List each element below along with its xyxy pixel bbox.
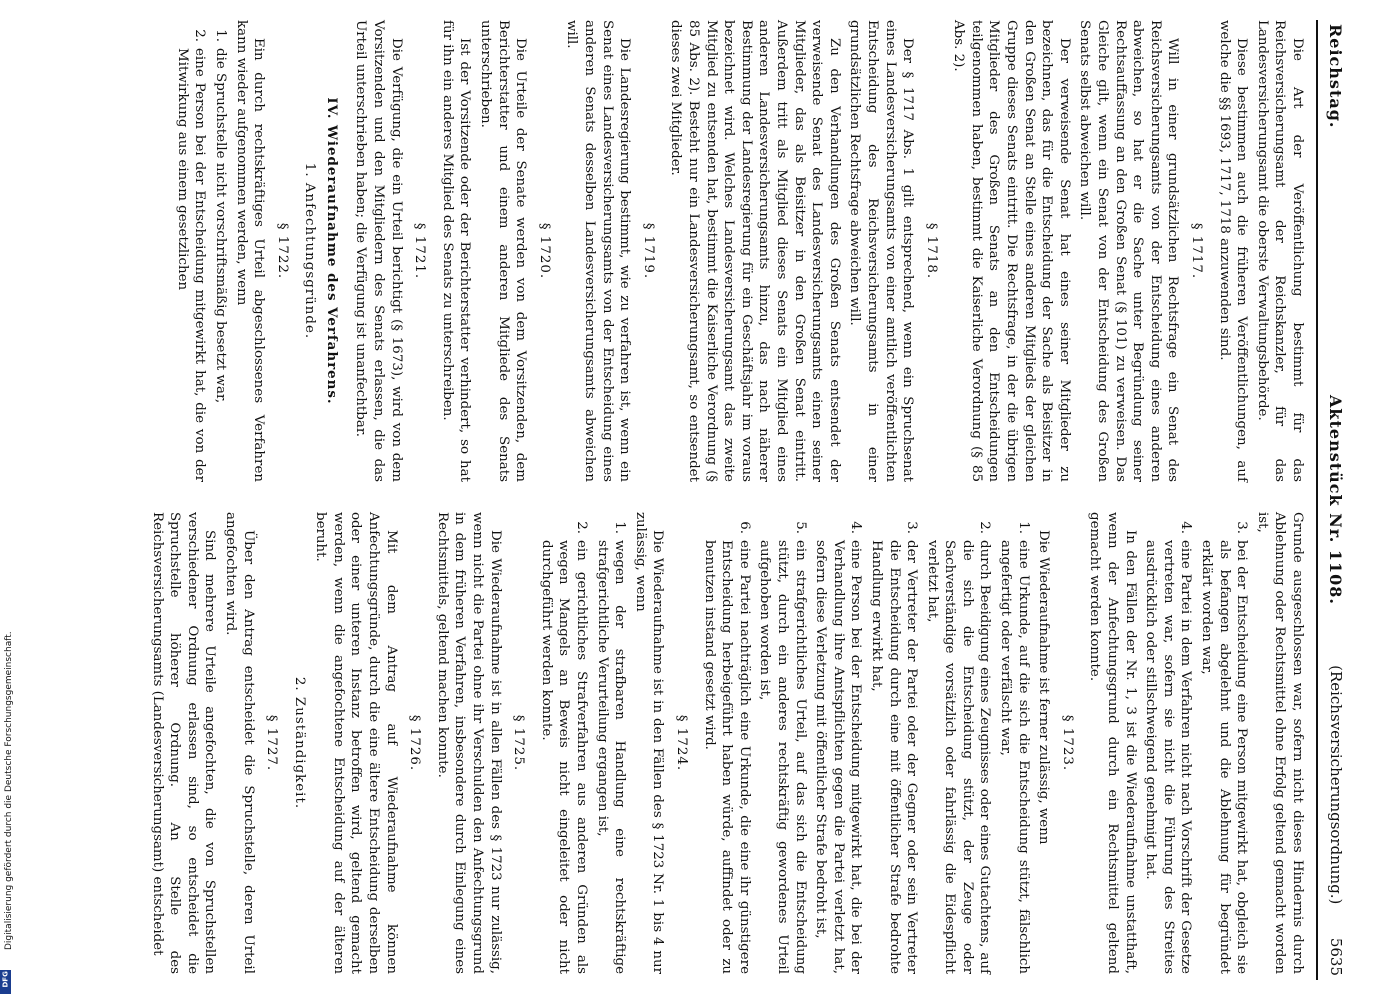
paragraph: Die Wiederaufnahme ist ferner zulässig, wenn	[1036, 530, 1052, 845]
subpart-heading: 2. Zuständigkeit.	[291, 676, 307, 810]
list-number: 2.	[574, 521, 590, 534]
list-item	[812, 512, 865, 974]
right-column	[145, 512, 1306, 974]
paragraph: Zu den Verhandlungen des Großen Senats entsendet der verweisende Senat des Landesversicherungsamts einen seiner Mitglieder, das als Beisitzer in den Großen Senat eintritt. Außerdem tritt als Mitglied dieses Senats ein Mitglied eines anderen Landesversicherungsamts hinzu, das nach näherer Bestimmung der Landesregierung für ein Geschäftsjahr im voraus bezeichnet wird. Welches Landesversicherungsamt das zweite Mitglied zu entsenden hat, bestimmt die Kaiserliche Verordnung (§ 85 Abs. 2). Besteht nur ein Landesversicherungsamt, so entsendet dieses zwei Mitglieder.	[668, 20, 842, 482]
section-heading: § 1727.	[264, 714, 280, 772]
list-number: 6.	[736, 521, 752, 534]
list-item	[997, 512, 1032, 974]
paragraph: Ein durch rechtskräftiges Urteil abgeschlossenes Verfahren kann wieder aufgenommen werden, wenn	[233, 20, 267, 482]
paragraph: Diese bestimmen auch die früheren Veröffentlichungen, auf welche die §§ 1693, 1717, 1718 anzuwenden sind.	[1216, 20, 1250, 482]
list-number: 2.	[977, 521, 993, 534]
list-item	[1197, 512, 1250, 974]
list-item	[537, 512, 590, 974]
digitization-credit: Digitalisierung gefördert durch die Deutsche Forschungsgemeinschaft.	[4, 631, 14, 950]
list-text: die Spruchstelle nicht vorschriftsmäßig besetzt war,	[212, 48, 228, 404]
paragraph: Über den Antrag entscheidet die Spruchstelle, deren Urteil angefochten wird.	[222, 512, 256, 974]
list-number: 4.	[1178, 521, 1194, 534]
paragraph: Die Art der Veröffentlichung bestimmt für das Reichsversicherungsamt der Reichskanzler, für das Landesversicherungsamt die oberste Verwaltungsbehörde.	[1254, 20, 1305, 482]
list-text: der Vertreter der Partei oder der Gegner oder sein Vertreter die Entscheidung durch eine mit öffentlicher Strafe bedrohte Handlung erwirkt hat,	[868, 540, 920, 974]
paragraph: Sind mehrere Urteile angefochten, die von Spruchstellen verschiedener Ordnung erlassen sind, so entscheidet die Spruchstelle höherer Ordnung. An Stelle des Reichsversicherungsamts (Landesversicherungsamt) entscheidet	[149, 512, 218, 974]
list-text: ein strafgerichtliches Urteil, auf das sich die Entscheidung stützt, durch ein anderes rechtskräftig gewordenes Urteil aufgehoben worden ist,	[757, 540, 808, 974]
header-title: Aktenstück Nr. 1108.	[1326, 395, 1345, 605]
section-heading: § 1717.	[1189, 222, 1205, 280]
section-heading: § 1726.	[407, 714, 423, 772]
list-item	[593, 512, 628, 974]
list-item	[173, 20, 208, 482]
paragraph: Ist der Vorsitzende oder der Berichterstatter verhindert, so hat für ihn ein anderes Mitglied des Senats zu unterschreiben.	[439, 20, 473, 482]
paragraph: Grunde ausgeschlossen war, sofern nicht dieses Hindernis durch Ablehnung oder Rechtsmittel ohne Erfolg geltend gemacht worden ist,	[1254, 512, 1305, 974]
subpart-heading: 1. Anfechtungsgründe.	[302, 162, 318, 340]
paragraph: Die Verfügung, die ein Urteil berichtigt (§ 1673), wird von dem Vorsitzenden und den Mitgliedern des Senats erlassen, die das Urteil unterschrieben haben; die Verfügung ist unanfechtbar.	[353, 20, 404, 482]
section-heading: § 1724.	[674, 714, 689, 772]
paragraph: Der § 1717 Abs. 1 gilt entsprechend, wenn ein Spruchsenat eines Landesversicherungsamts von einer amtlich veröffentlichten Entscheidung des Reichsversicherungsamts in einer grundsätzlichen Rechtsfrage abweichen will.	[847, 20, 916, 482]
part-heading: IV. Wiederaufnahme des Verfahrens.	[323, 97, 340, 405]
list-item	[756, 512, 809, 974]
list-number: 3.	[1234, 521, 1250, 534]
section-heading: § 1718.	[923, 222, 939, 280]
header-right	[1326, 665, 1344, 976]
section-heading: § 1723.	[1059, 714, 1075, 772]
paragraph: Die Wiederaufnahme ist in den Fällen des § 1723 Nr. 1 bis 4 nur zulässig, wenn	[632, 512, 666, 974]
dfg-logo	[0, 970, 11, 994]
list-item	[700, 512, 753, 974]
list-item	[1142, 512, 1195, 974]
list-text: eine Urkunde, auf die sich die Entscheidung stützt, fälschlich angefertigt oder verfälscht war,	[998, 540, 1031, 974]
header-left: Reichstag.	[1326, 24, 1345, 129]
list-text: ein gerichtliches Strafverfahren aus anderen Gründen als wegen Mangels an Beweis nicht eingeleitet oder nicht durchgeführt werden konnte.	[538, 540, 590, 974]
list-number: 2.	[192, 29, 208, 42]
list-text: eine Person bei der Entscheidung mitgewirkt hat, die von der Mitwirkung aus einem gesetzlichen	[174, 48, 208, 482]
list-text: eine Person bei der Entscheidung mitgewirkt hat, die bei der Verhandlung ihre Amtspflichten gegen die Partei verletzt hat, sofern diese Verletzung mit öffentlicher Strafe bedroht ist,	[813, 540, 864, 974]
list-item	[923, 512, 993, 974]
paragraph: In den Fällen der Nr. 1, 3 ist die Wiederaufnahme unstatthaft, wenn der Anfechtungsgrund durch ein Rechtsmittel geltend gemacht werden konnte.	[1087, 512, 1138, 974]
paragraph: Die Wiederaufnahme ist in allen Fällen des § 1723 nur zulässig, wenn nicht die Partei ohne ihr Verschulden den Anfechtungsgrund in dem früheren Verfahren, insbesondere durch Einlegung eines Rechtsmittels, geltend machen konnte.	[434, 512, 503, 974]
section-heading: § 1721.	[412, 222, 428, 280]
list-text: eine Partei nachträglich eine Urkunde, die eine ihr günstigere Entscheidung herbeigeführt haben würde, auffindet oder zu benutzen instand gesetzt wird.	[701, 540, 752, 974]
list-text: bei der Entscheidung eine Person mitgewirkt hat, obgleich sie als befangen abgelehnt und die Ablehnung für begründet erklärt worden war,	[1199, 540, 1250, 974]
list-text: durch Beeidigung eines Zeugnisses oder eines Gutachtens, auf die sich die Entscheidung stützt, der Zeuge oder Sachverständige vorsätzlich oder fahrlässig die Eidespflicht verletzt hat,	[924, 540, 993, 974]
section-heading: § 1725.	[511, 714, 527, 772]
section-heading: § 1719.	[640, 222, 656, 280]
list-text: wegen der strafbaren Handlung eine rechtskräftige strafgerichtliche Verurteilung ergangen ist,	[594, 540, 628, 974]
list-item	[211, 20, 229, 482]
dfg-logo-text: DFG	[1, 971, 10, 988]
page-header	[1316, 20, 1348, 980]
paragraph: Der verweisende Senat hat eines seiner Mitglieder zu bezeichnen, das für die Entscheidung der Sache als Beisitzer in den Großen Senat an Stelle eines anderen Mitglieds der gleichen Gruppe dieses Senats eintritt. Die Rechtsfrage, in der die übrigen Mitglieder des Großen Senats an den Entscheidungen teilgenommen haben, bestimmt die Kaiserliche Verordnung (§ 85 Abs. 2).	[951, 20, 1072, 482]
list-number: 4.	[848, 521, 864, 534]
page-number: 5635	[1327, 937, 1345, 976]
paragraph: Die Landesregierung bestimmt, wie zu verfahren ist, wenn ein Senat eines Landesversicherungsamts von der Entscheidung eines anderen Senats desselben Landesversicherungsamts abweichen will.	[564, 20, 633, 482]
list-number: 1.	[612, 521, 628, 534]
section-heading: § 1722.	[274, 222, 290, 280]
document-page	[118, 20, 1348, 980]
paragraph: Mit dem Antrag auf Wiederaufnahme können Anfechtungsgründe, durch die eine ältere Entscheidung derselben oder einer unteren Instanz betroffen wird, geltend gemacht werden, wenn die angefochtene Entscheidung auf der älteren beruht.	[313, 512, 399, 974]
list-item	[867, 512, 920, 974]
section-heading: § 1720.	[536, 222, 552, 280]
list-number: 5.	[792, 521, 808, 534]
paragraph: Will in einer grundsätzlichen Rechtsfrage ein Senat des Reichsversicherungsamts von der Entscheidung eines anderen abweichen, so hat er die Sache unter Begründung seiner Rechtsauffassung an den Großen Senat (§ 101) zu verweisen. Das Gleiche gilt, wenn ein Senat von der Entscheidung des Großen Senats selbst abweichen will.	[1077, 20, 1181, 482]
list-text: eine Partei in dem Verfahren nicht nach Vorschrift der Gesetze vertreten war, sofern sie nicht die Führung des Streites ausdrücklich oder stillschweigend genehmigt hat.	[1143, 540, 1194, 974]
list-number: 3.	[904, 521, 920, 534]
header-right-title: (Reichsversicherungsordnung.)	[1327, 665, 1345, 905]
left-column	[170, 20, 1306, 482]
list-number: 1.	[1015, 521, 1031, 534]
paragraph: Die Urteile der Senate werden von dem Vorsitzenden, dem Berichterstatter und einem anderen Mitgliede des Senats unterschrieben.	[478, 20, 529, 482]
list-number: 1.	[212, 29, 228, 42]
